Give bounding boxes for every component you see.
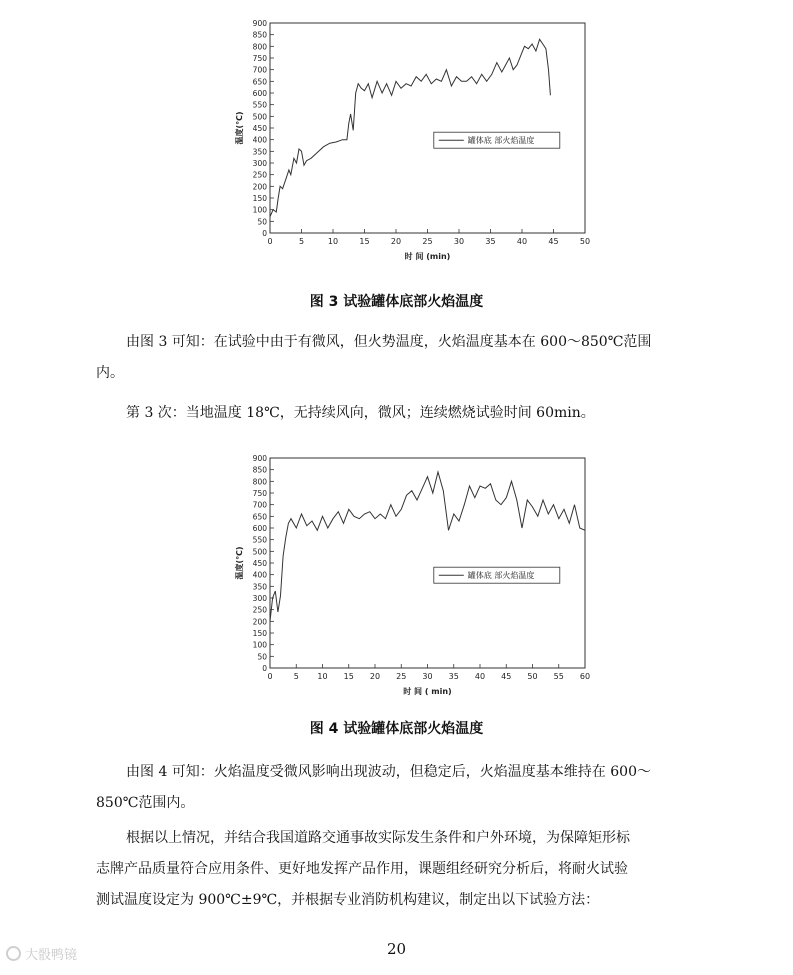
x-tick-label: 15: [359, 237, 370, 246]
x-tick-label: 5: [298, 237, 305, 246]
y-tick-label: 0: [262, 229, 267, 238]
x-tick-label: 0: [267, 672, 273, 681]
y-tick-label: 100: [252, 640, 267, 650]
x-tick-label: 50: [579, 237, 591, 246]
x-tick-label: 25: [422, 237, 433, 246]
x-tick-label: 40: [474, 672, 486, 681]
paragraph-line: 测试温度设定为 900℃±9℃，并根据专业消防机构建议，制定出以下试验方法：: [96, 892, 600, 908]
y-tick-label: 550: [252, 100, 267, 110]
y-tick-label: 750: [252, 54, 267, 63]
paragraph-line: 由图 3 可知：在试验中由于有微风，但火势温度，火焰温度基本在 600～850℃范围: [126, 334, 652, 350]
y-tick-label: 700: [252, 65, 267, 75]
y-tick-label: 200: [252, 182, 267, 192]
figure-3-svg: [230, 15, 610, 270]
x-tick-label: 25: [396, 672, 407, 681]
paragraph-line: 850℃范围内。: [96, 795, 195, 811]
y-tick-label: 200: [252, 617, 267, 627]
y-tick-label: 850: [252, 465, 267, 475]
y-tick-label: 300: [252, 159, 267, 168]
page-number: 20: [386, 940, 407, 958]
y-tick-label: 800: [252, 477, 267, 487]
y-tick-label: 550: [252, 535, 267, 545]
x-tick-label: 55: [553, 672, 564, 681]
y-tick-label: 700: [252, 500, 267, 510]
y-tick-label: 250: [252, 170, 267, 180]
watermark-logo-icon: [6, 946, 21, 961]
y-tick-label: 50: [257, 217, 267, 227]
figure-4-svg: [230, 450, 610, 705]
series-line: [270, 39, 550, 216]
y-tick-label: 900: [252, 454, 267, 463]
y-tick-label: 150: [252, 629, 267, 638]
figure-3-caption: 图 3 试验罐体底部火焰温度: [309, 294, 484, 310]
y-axis-label: 温度(℃): [235, 111, 244, 145]
y-tick-label: 800: [252, 42, 267, 52]
y-tick-label: 450: [252, 124, 267, 133]
paragraph-line: 内。: [96, 365, 124, 381]
x-tick-label: 45: [501, 672, 512, 681]
y-tick-label: 400: [252, 135, 267, 145]
series-line: [270, 472, 585, 621]
x-tick-label: 40: [516, 237, 528, 246]
y-tick-label: 850: [252, 30, 267, 40]
paragraph-fig4-conclusion: [96, 757, 716, 819]
y-tick-label: 300: [252, 594, 267, 603]
y-tick-label: 500: [252, 547, 267, 557]
y-tick-label: 600: [252, 89, 267, 98]
x-tick-label: 10: [327, 237, 339, 246]
y-tick-label: 150: [252, 194, 267, 203]
x-tick-label: 50: [527, 672, 538, 681]
y-tick-label: 50: [257, 652, 267, 662]
paragraph-test-3: [96, 398, 716, 429]
x-tick-label: 45: [548, 237, 559, 246]
legend-label: 罐体底 部火焰温度: [467, 136, 535, 146]
paragraph-test-method: [96, 823, 716, 916]
y-tick-label: 650: [252, 512, 267, 522]
y-tick-label: 100: [252, 205, 267, 215]
plot-frame: [270, 458, 585, 668]
x-axis-label: 时 间 ( min): [403, 687, 452, 696]
paragraph-line: 第 3 次：当地温度 18℃，无持续风向，微风；连续燃烧试验时间 60min。: [126, 405, 595, 421]
y-tick-label: 250: [252, 605, 267, 615]
watermark: [6, 944, 77, 963]
watermark-text: 大骰鸭镜: [25, 948, 78, 963]
paragraph-fig3-conclusion: [96, 327, 716, 389]
y-tick-label: 750: [252, 489, 267, 498]
y-tick-label: 350: [252, 582, 267, 592]
legend-label: 罐体底 部火焰温度: [467, 571, 535, 581]
y-tick-label: 500: [252, 112, 267, 122]
x-tick-label: 35: [485, 237, 496, 246]
x-tick-label: 60: [579, 672, 591, 681]
y-tick-label: 0: [262, 664, 267, 673]
x-axis-label: 时 间 (min): [404, 252, 451, 261]
paragraph-line: 由图 4 可知：火焰温度受微风影响出现波动，但稳定后，火焰温度基本维持在 600～: [126, 764, 651, 780]
x-tick-label: 0: [267, 237, 273, 246]
paragraph-line: 根据以上情况，并结合我国道路交通事故实际发生条件和户外环境，为保障矩形标: [126, 830, 630, 846]
x-tick-label: 20: [390, 237, 402, 246]
y-tick-label: 650: [252, 77, 267, 87]
x-tick-label: 20: [369, 672, 381, 681]
figure-4-caption: 图 4 试验罐体底部火焰温度: [309, 721, 484, 737]
figure-3-chart: [230, 15, 610, 270]
x-tick-label: 15: [343, 672, 354, 681]
paragraph-line: 志牌产品质量符合应用条件、更好地发挥产品作用，课题组经研究分析后，将耐火试验: [96, 861, 628, 877]
y-tick-label: 400: [252, 570, 267, 580]
y-tick-label: 900: [252, 19, 267, 28]
figure-4-chart: [230, 450, 610, 705]
x-tick-label: 5: [293, 672, 299, 681]
y-tick-label: 450: [252, 559, 267, 568]
y-axis-label: 温度(℃): [235, 546, 244, 580]
x-tick-label: 30: [453, 237, 465, 246]
x-tick-label: 10: [317, 672, 328, 681]
x-tick-label: 30: [422, 672, 433, 681]
plot-frame: [270, 23, 585, 233]
y-tick-label: 600: [252, 524, 267, 533]
x-tick-label: 35: [448, 672, 459, 681]
y-tick-label: 350: [252, 147, 267, 157]
